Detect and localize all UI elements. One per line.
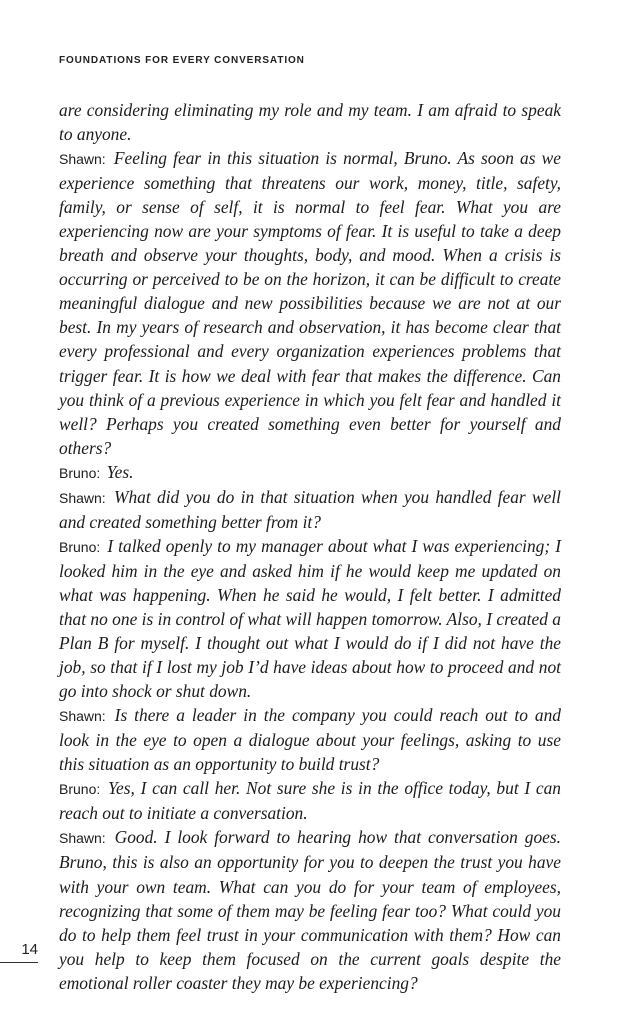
dialogue-text: Is there a leader in the company you could reach out to and look in the eye to open a dialogue about your feelings, asking to use this situation as an opportunity to build trust? (59, 705, 561, 775)
speaker-label: Shawn: (59, 151, 106, 168)
dialogue-line (59, 146, 561, 460)
speaker-label: Shawn: (59, 830, 106, 847)
dialogue-line (59, 776, 561, 825)
page-body (59, 98, 561, 995)
dialogue-text: Feeling fear in this situation is normal, Bruno. As soon as we experience something that threatens our work, money, title, safety, family, or sense of self, it is normal to feel fear. What you are experiencing now are your symptoms of fear. It is useful to take a deep breath and observe your thoughts, body, and mood. When a crisis is occurring or perceived to be on the horizon, it can be difficult to create meaningful dialogue and new possibilities because we are not at our best. In my years of research and observation, it has become clear that every professional and every organization experiences problems that trigger fear. It is how we deal with fear that makes the difference. Can you think of a previous experience in which you felt fear and handled it well? Perhaps you created something even better for yourself and others? (59, 148, 561, 458)
dialogue-line (59, 460, 561, 485)
dialogue-text: I talked openly to my manager about what I was experiencing; I looked him in the eye and asked him if he would keep me updated on what was happening. When he said he would, I felt better. I admitted that no one is in control of what will happen tomorrow. Also, I created a Plan B for myself. I thought out what I would do if I did not have the job, so that if I lost my job I’d have ideas about how to proceed and not go into shock or shut down. (59, 535, 561, 702)
running-head: FOUNDATIONS FOR EVERY CONVERSATION (59, 55, 305, 66)
dialogue-line (59, 485, 561, 534)
dialogue-text: What did you do in that situation when you handled fear well and created something better from it? (59, 486, 561, 532)
speaker-label: Shawn: (59, 708, 106, 725)
speaker-label: Shawn: (59, 489, 106, 506)
speaker-label: Bruno: (59, 464, 101, 481)
dialogue-line (59, 534, 561, 703)
speaker-label: Bruno: (59, 538, 101, 555)
dialogue-text: Yes, I can call her. Not sure she is in the office today, but I can reach out to initiate a conversation. (59, 778, 561, 824)
speaker-label: Bruno: (59, 781, 101, 798)
dialogue-line (59, 825, 561, 994)
dialogue-line (59, 703, 561, 776)
dialogue-text: Good. I look forward to hearing how that conversation goes. Bruno, this is also an opportunity for you to deepen the trust you have with your own team. What can you do for your team of employees, recognizing that some of them may be feeling fear too? What could you do to help them feel trust in your communication with them? How can you help to keep them focused on the current goals despite the emotional roller coaster they may be experiencing? (59, 827, 561, 993)
opening-paragraph: are considering eliminating my role and my team. I am afraid to speak to anyone. (59, 100, 561, 145)
page-number: 14 (0, 940, 38, 963)
dialogue-text: Yes. (106, 461, 134, 482)
